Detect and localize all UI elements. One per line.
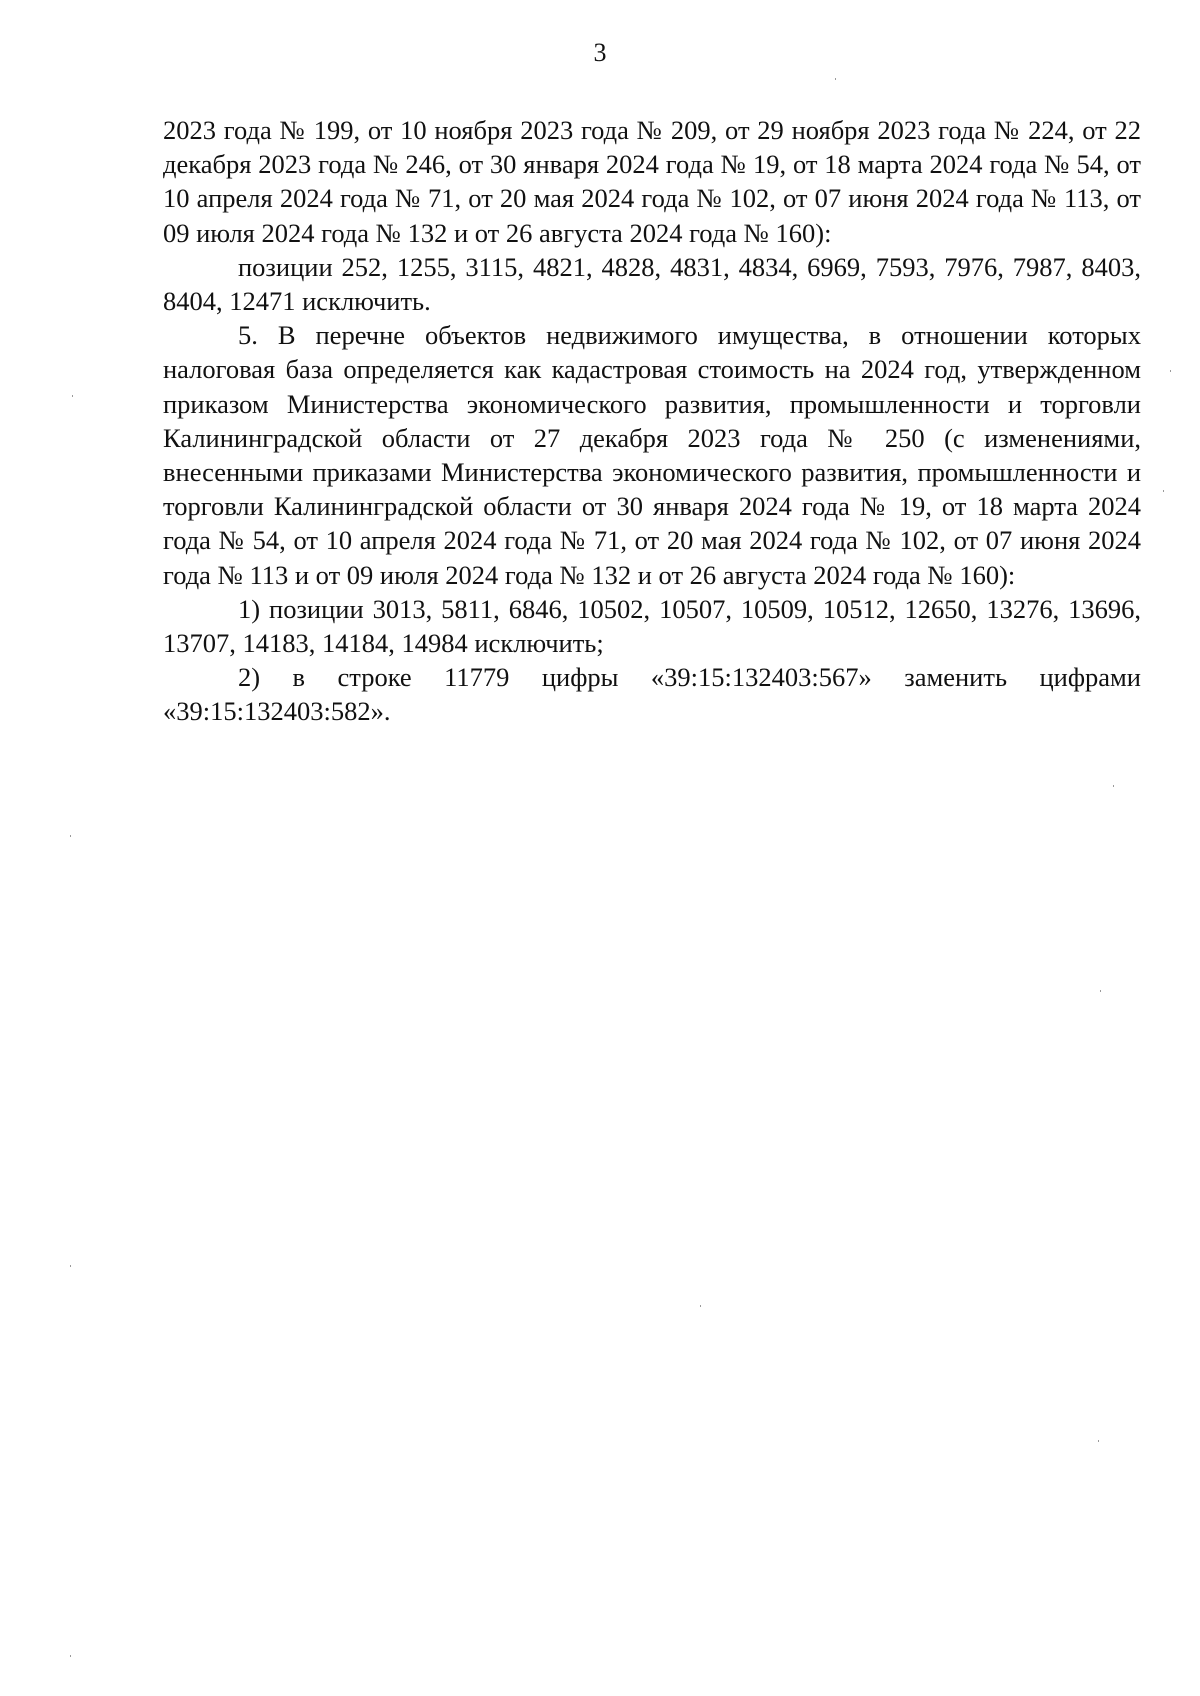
scan-artifact [1113, 785, 1114, 787]
scan-artifact [1100, 990, 1101, 992]
paragraph-item-5: 5. В перечне объектов недвижимого имущества, в отношении которых налоговая база определяется как кадастровая стоимость на 2024 год, утвержденном приказом Министерства экономического развития, промышленности и торговли Калининградской области от 27 декабря 2023 года № 250 (с изменениями, внесенными приказами Министерства экономического развития, промышленности и торговли Калининградской области от 30 января 2024 года № 19, от 18 марта 2024 года № 54, от 10 апреля 2024 года № 71, от 20 мая 2024 года № 102, от 07 июня 2024 года № 113 и от 09 июля 2024 года № 132 и от 26 августа 2024 года № 160): [163, 320, 1141, 590]
document-body [163, 113, 1141, 729]
scan-artifact [1098, 1440, 1099, 1442]
scan-artifact [1170, 370, 1171, 372]
scan-artifact [835, 78, 836, 80]
paragraph-amendments-list-end: 2023 года № 199, от 10 ноября 2023 года № 209, от 29 ноября 2023 года № 224, от 22 декабря 2023 года № 246, от 30 января 2024 года № 19, от 18 марта 2024 года № 54, от 10 апреля 2024 года № 71, от 20 мая 2024 года № 102, от 07 июня 2024 года № 113, от 09 июля 2024 года № 132 и от 26 августа 2024 года № 160): [163, 115, 1141, 248]
page-number: 3 [593, 38, 607, 67]
paragraph-positions-exclude: позиции 252, 1255, 3115, 4821, 4828, 4831, 4834, 6969, 7593, 7976, 7987, 8403, 8404, 12471 исключить. [163, 251, 1141, 317]
scan-artifact [1163, 490, 1164, 492]
scan-artifact [700, 1305, 701, 1307]
scan-artifact [72, 395, 73, 397]
scan-artifact [70, 1265, 71, 1267]
paragraph-subitem-1: 1) позиции 3013, 5811, 6846, 10502, 10507, 10509, 10512, 12650, 13276, 13696, 13707, 14183, 14184, 14984 исключить; [163, 593, 1141, 659]
paragraph-subitem-2: 2) в строке 11779 цифры «39:15:132403:567» заменить цифрами «39:15:132403:582». [163, 662, 1141, 727]
scan-artifact [70, 835, 71, 837]
scan-artifact [70, 1655, 71, 1657]
